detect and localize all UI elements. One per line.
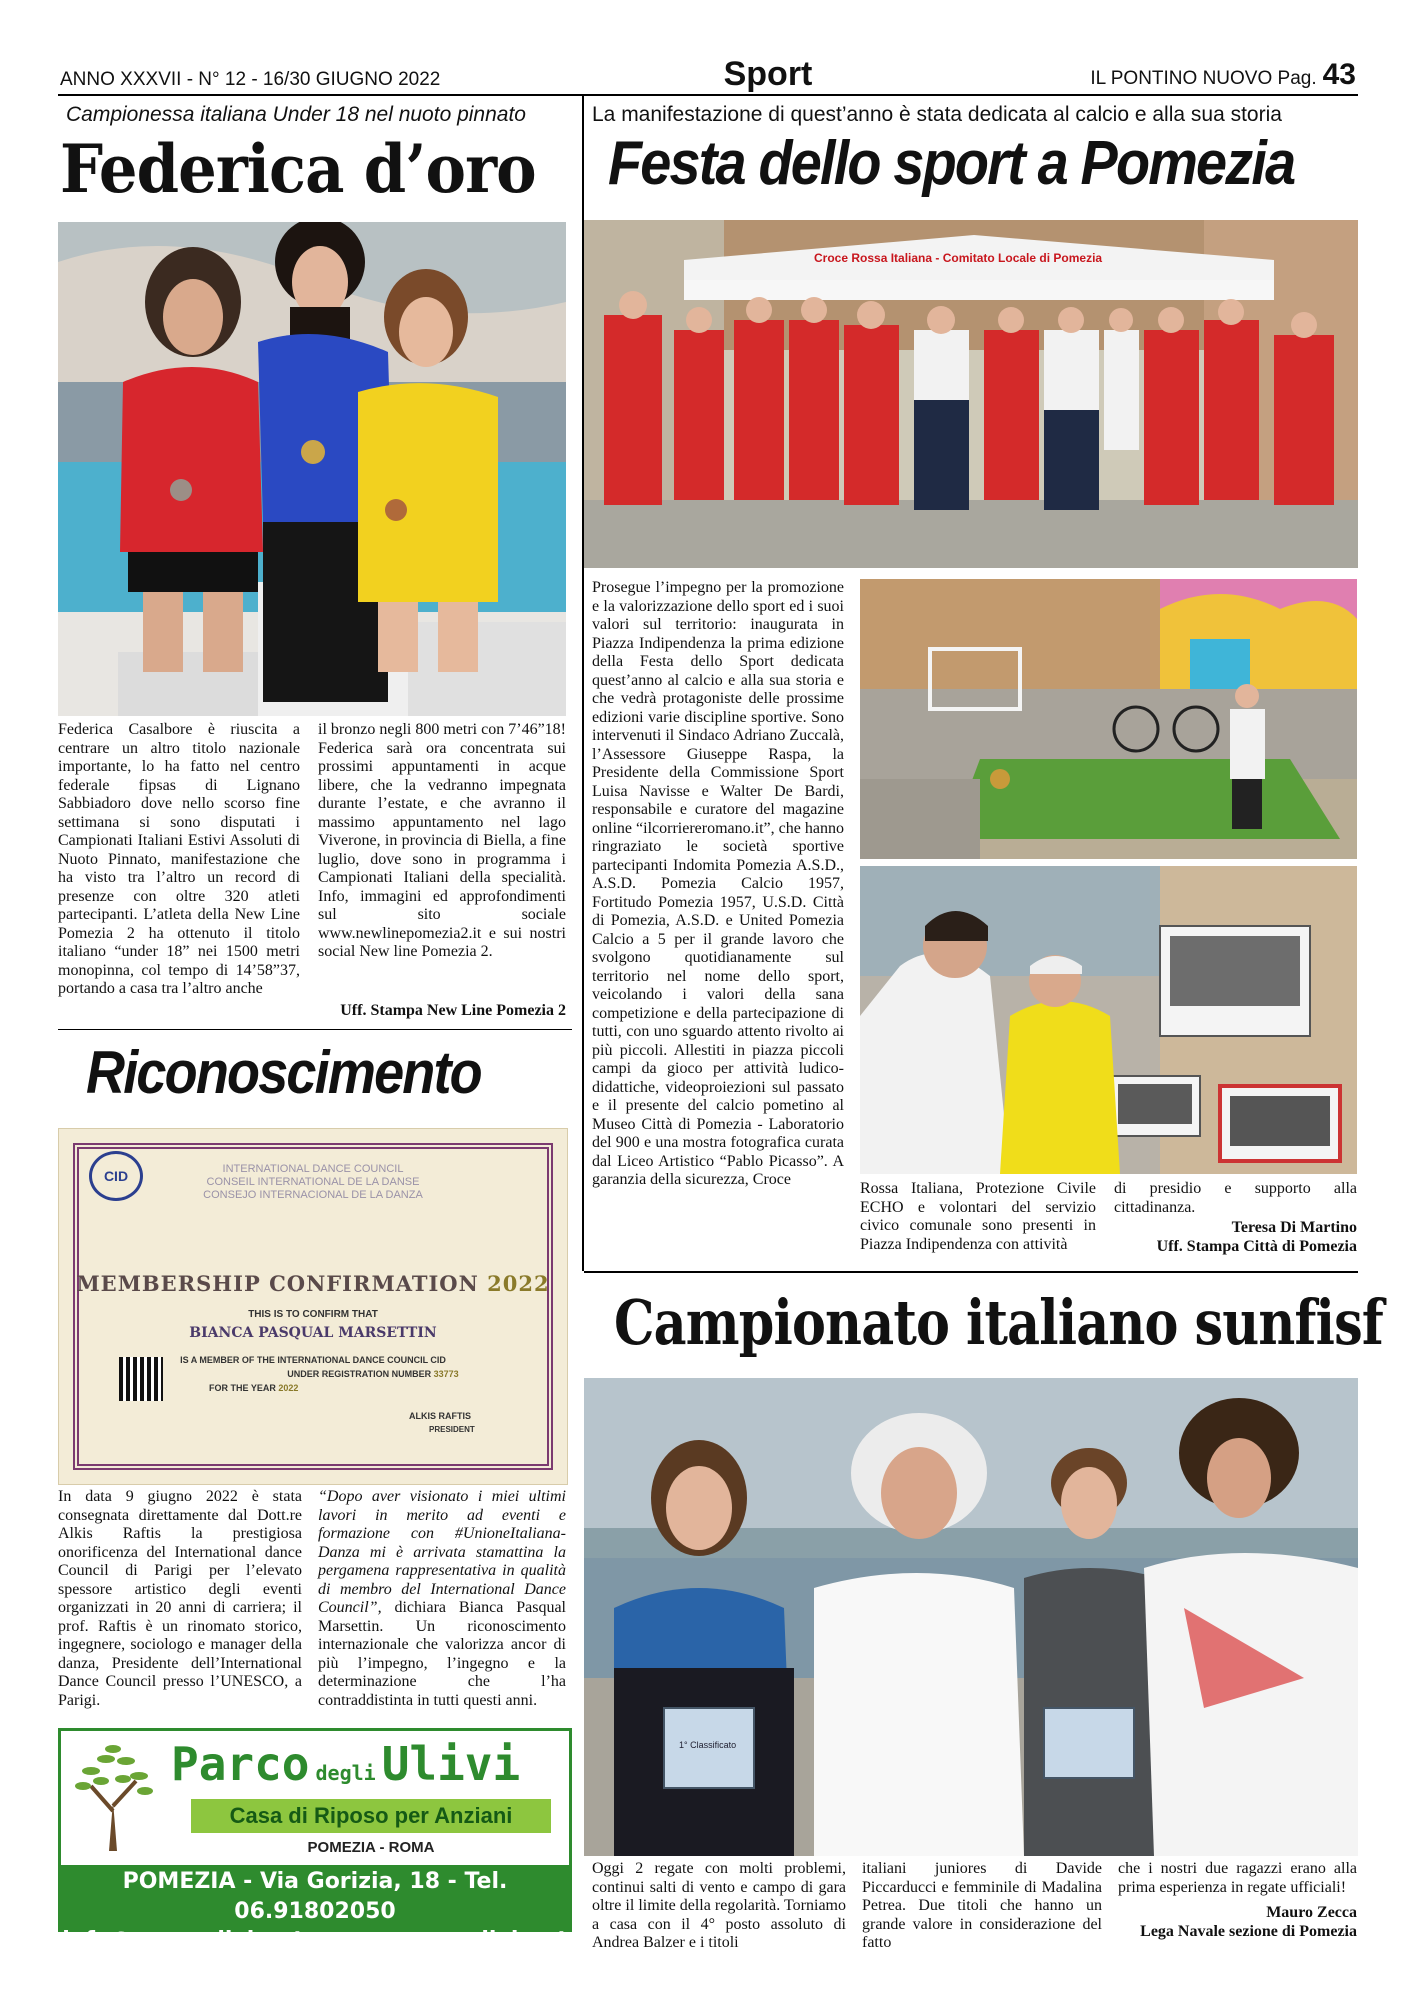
swimmers-podium-photo — [58, 222, 566, 716]
article1-col1: Federica Casalbore è riuscita a centrare un altro titolo nazionale importante, lo ha fatto nel centro federale fipsas di Lignano Sabbiadoro dove nello scorso fine settimana si sono disputati i Campionati Italiani Estivi Assoluti di Nuoto Pinnato, manifestazione che ha visto tra l’altro un record di presenze con oltre 320 atleti partecipanti. L’atleta della New Line Pomezia 2 ha ottenuto il titolo italiano “under 18” nei 1500 metri monopinna, col tempo di 14’58”37, portando a casa tra l’altro anche — [58, 721, 300, 997]
reg-label: UNDER REGISTRATION NUMBER — [287, 1369, 432, 1379]
group-illustration — [584, 220, 1358, 568]
section-divider — [584, 1271, 1358, 1273]
article3-col2-rest: dichiara Bianca Pasqual Marsettin. Un riconoscimento internazionale che valorizza ancor di più l’impegno, l’ingegno e la determinazione che l’ha contraddistinta in tutti questi anni. — [318, 1599, 566, 1709]
photo-exhibition-photo — [860, 866, 1357, 1174]
certificate-orgs — [59, 1163, 567, 1202]
ad-address: POMEZIA - Via Gorizia, 18 - Tel. 06.91802050 — [122, 1869, 508, 1924]
article4-col3: che i nostri due ragazzi erano alla prima esperienza in regate ufficiali! — [1118, 1860, 1357, 1896]
article4-signature-name: Mauro Zecca — [1266, 1904, 1357, 1921]
article2-col1: Prosegue l’impegno per la promozione e la valorizzazione dello sport ed i suoi valori sul territorio: inaugurata in Piazza Indipendenza la prima edizione della Festa dello Sport dedicata quest’anno al calcio e alla sua storia e che vedrà protagoniste delle prossime edizioni varie discipline sportive. Sono intervenuti il Sindaco Adriano Zuccalà, l’Assessore Giuseppe Raspa, la Presidente della Commissione Sport Luisa Navisse e Walter De Bardi, responsabile e curatore del magazine online “ilcorriereromano.it”, che hanno ringraziato le società sportive partecipanti Indomita Pomezia A.S.D., A.S.D. Pomezia Calcio 1957, Fortitudo Pomezia 1957, U.S.D. Città di Pomezia, A.S.D. e United Pomezia Calcio a 5 per il grande lavoro che svolgono quotidianamente sul territorio nel nome dello sport, veicolando i valori della sana competizione e della partecipazione di tutti, con uno sguardo attento rivolto ai più piccoli. Allestiti in piazza piccoli campi da gioco per attività ludico-didattiche, videoproiezioni sul passato e il presente del calcio pometino al Museo Città di Pomezia - Laboratorio del 900 e una mostra fotografica curata dal Liceo Artistico “Pablo Picasso”. A garanzia della sicurezza, Croce — [592, 579, 844, 1188]
podium-illustration — [58, 222, 566, 716]
article1-signature: Uff. Stampa New Line Pomezia 2 — [340, 1002, 566, 1019]
article4-title: Campionato italiano sunfisf — [614, 1286, 1383, 1359]
for-year-label: FOR THE YEAR — [209, 1383, 276, 1393]
page-header — [58, 55, 1358, 96]
article2-col2: Rossa Italiana, Protezione Civile ECHO e volontari del servizio civico comunale sono presenti in Piazza Indipendenza con attività — [860, 1180, 1096, 1253]
ad-city: POMEZIA - ROMA — [307, 1839, 435, 1856]
certificate-confirm: THIS IS TO CONFIRM THAT — [248, 1309, 378, 1320]
certificate-reg-line — [179, 1369, 567, 1379]
parco-ulivi-ad[interactable] — [58, 1728, 572, 1953]
section-divider — [58, 1029, 572, 1030]
org-name-en: INTERNATIONAL DANCE COUNCIL — [222, 1163, 404, 1175]
exhibition-illustration — [860, 866, 1357, 1174]
olive-tree-icon — [71, 1741, 157, 1851]
certificate-heading — [59, 1271, 567, 1296]
football-illustration — [860, 579, 1357, 859]
membership-certificate — [58, 1128, 568, 1485]
plaque-text: 1° Classificato — [679, 1740, 737, 1750]
article3-quote: “Dopo aver visionato i miei ultimi lavori in merito ad eventi e formazione con #UnioneItaliana-Danza mi è arrivata stamattina la pergamena rappresentativa in qualità di membro del International Dance Council”, — [318, 1488, 566, 1616]
reg-number: 33773 — [433, 1369, 459, 1379]
article4-col2: italiani juniores di Davide Piccarducci e femminile di Madalina Petrea. Due titoli che hanno un grande valore in considerazione del fatto — [862, 1860, 1102, 1951]
ad-brand-1: Parco — [171, 1737, 310, 1791]
article3-col2 — [318, 1488, 566, 1710]
ad-tagline: Casa di Riposo per Anziani — [191, 1799, 551, 1833]
ad-brand-3: Ulivi — [381, 1737, 521, 1791]
article3-title: Riconoscimento — [86, 1039, 481, 1106]
certificate-name: BIANCA PASQUAL MARSETTIN — [189, 1325, 437, 1341]
red-cross-group-photo — [584, 220, 1358, 568]
ad-brand — [171, 1737, 520, 1791]
article4-col1: Oggi 2 regate con molti problemi, continui salti di vento e campo di gara oltre il limite della regolarità. Torniamo a casa con il 4° posto assoluto di Andrea Balzer e i titoli — [592, 1860, 846, 1951]
org-name-fr: CONSEIL INTERNATIONAL DE LA DANSE — [206, 1176, 420, 1188]
certificate-member-line: IS A MEMBER OF THE INTERNATIONAL DANCE COUNCIL CID — [180, 1355, 446, 1365]
article3-col1: In data 9 giugno 2022 è stata consegnata direttamente dal Dott.re Alkis Raftis la prestigiosa onorificenza del International dance Council di Parigi per l’elevato spessore artistico degli eventi organizzati in 20 anni di carriera; il prof. Raftis è un rinomato storico, ingegnere, sociologo e manager della danza, Presidente dell’International Dance Council presso l’UNESCO, a Parigi. — [58, 1488, 302, 1709]
article2-signature-office: Uff. Stampa Città di Pomezia — [1156, 1238, 1357, 1255]
ad-brand-2: degli — [315, 1761, 376, 1785]
article2-title: Festa dello sport a Pomezia — [608, 129, 1295, 198]
article1-col2: il bronzo negli 800 metri con 7’46”18! Federica sarà ora concentrata sui prossimi appuntamenti in acque libere, che la vedranno impegnata durante l’estate, e che avranno il massimo appuntamento nel lago Viverone, in provincia di Biella, a fine luglio, dove sono in programma i Campionati Italiani della specialità. Info, immagini ed approfondimenti sul sito sociale www.newlinepomezia2.it e sui nostri social New line Pomezia 2. — [318, 721, 566, 960]
tent-text: Croce Rossa Italiana - Comitato Locale di Pomezia — [814, 251, 1103, 265]
sailing-team-photo — [584, 1378, 1358, 1856]
ad-web[interactable]: info@parcoulivi.net - www.parcoulivi.net — [62, 1928, 568, 1953]
ad-footer — [61, 1865, 569, 1953]
kids-football-photo — [860, 579, 1357, 859]
certificate-heading-text: MEMBERSHIP CONFIRMATION — [76, 1271, 479, 1296]
certificate-year: 2022 — [487, 1271, 550, 1296]
article2-kicker: La manifestazione di quest’anno è stata dedicata al calcio e alla sua storia — [592, 103, 1282, 126]
article1-title: Federica d’oro — [60, 130, 536, 208]
certificate-year-line — [209, 1383, 567, 1393]
org-name-es: CONSEJO INTERNACIONAL DE LA DANZA — [203, 1189, 423, 1201]
qr-code-icon — [119, 1357, 163, 1401]
cid-logo: CID — [89, 1151, 143, 1201]
section-title: Sport — [723, 55, 813, 93]
certificate-signer: ALKIS RAFTIS — [409, 1411, 471, 1421]
certificate-president: PRESIDENT — [429, 1425, 475, 1434]
article2-col3: di presidio e supporto alla cittadinanza. — [1114, 1180, 1357, 1216]
paper-label: IL PONTINO NUOVO Pag. — [1090, 68, 1317, 89]
article1-kicker: Campionessa italiana Under 18 nel nuoto pinnato — [66, 103, 526, 126]
article4-signature-office: Lega Navale sezione di Pomezia — [1140, 1923, 1357, 1940]
article2-signature-name: Teresa Di Martino — [1231, 1219, 1357, 1236]
page-number: 43 — [1322, 58, 1356, 91]
for-year-value: 2022 — [278, 1383, 299, 1393]
issue-info: ANNO XXXVII - N° 12 - 16/30 GIUGNO 2022 — [60, 69, 441, 90]
sailing-illustration — [584, 1378, 1358, 1856]
paper-name — [1090, 58, 1356, 92]
